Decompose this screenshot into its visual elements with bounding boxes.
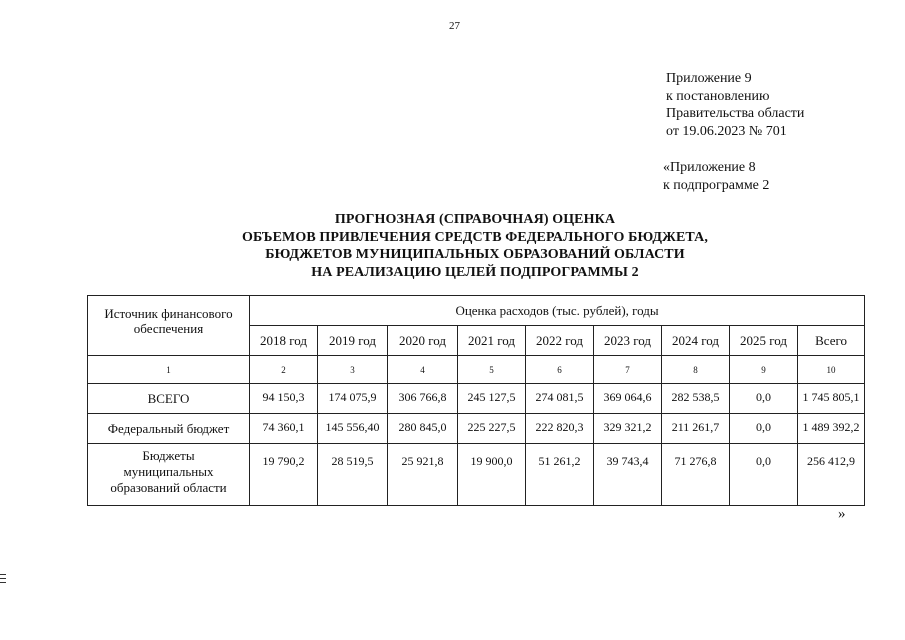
column-index: 6 <box>526 356 594 384</box>
value-cell-total: 1 489 392,2 <box>798 414 865 444</box>
year-header-2019: 2019 год <box>318 326 388 356</box>
title-line-3: БЮДЖЕТОВ МУНИЦИПАЛЬНЫХ ОБРАЗОВАНИЙ ОБЛАСТИ <box>265 247 685 262</box>
title-line-1: ПРОГНОЗНАЯ (СПРАВОЧНАЯ) ОЦЕНКА <box>334 212 616 227</box>
column-index: 10 <box>798 356 865 384</box>
column-index: 4 <box>388 356 458 384</box>
row-label-municipal-budgets <box>88 444 250 506</box>
document-title <box>90 211 860 281</box>
value-cell: 329 321,2 <box>594 414 662 444</box>
row-label-total: ВСЕГО <box>88 384 250 414</box>
value-cell: 25 921,8 <box>388 444 458 506</box>
value-cell: 74 360,1 <box>250 414 318 444</box>
value-cell: 274 081,5 <box>526 384 594 414</box>
column-index: 5 <box>458 356 526 384</box>
value-cell: 306 766,8 <box>388 384 458 414</box>
year-header-2020: 2020 год <box>388 326 458 356</box>
column-index: 2 <box>250 356 318 384</box>
row-label-line: образований области <box>110 480 227 495</box>
value-cell: 282 538,5 <box>662 384 730 414</box>
estimate-column-header: Оценка расходов (тыс. рублей), годы <box>250 296 865 326</box>
page-number: 27 <box>449 20 460 32</box>
value-cell: 19 900,0 <box>458 444 526 506</box>
value-cell: 39 743,4 <box>594 444 662 506</box>
value-cell: 211 261,7 <box>662 414 730 444</box>
value-cell: 225 227,5 <box>458 414 526 444</box>
margin-dash <box>0 574 6 575</box>
value-cell: 245 127,5 <box>458 384 526 414</box>
value-cell: 174 075,9 <box>318 384 388 414</box>
value-cell: 0,0 <box>730 384 798 414</box>
value-cell: 51 261,2 <box>526 444 594 506</box>
table-row-federal <box>88 414 865 444</box>
table-row-municipal <box>88 444 865 506</box>
value-cell: 0,0 <box>730 444 798 506</box>
value-cell: 71 276,8 <box>662 444 730 506</box>
quoted-appendix-line-2: к подпрограмме 2 <box>663 177 770 193</box>
column-index: 7 <box>594 356 662 384</box>
appendix-line-1: Приложение 9 <box>666 71 752 86</box>
title-line-4: НА РЕАЛИЗАЦИЮ ЦЕЛЕЙ ПОДПРОГРАММЫ 2 <box>311 264 639 280</box>
margin-dash <box>0 578 6 579</box>
row-label-line: муниципальных <box>123 464 214 479</box>
source-column-header: Источник финансового обеспечения <box>88 296 250 356</box>
value-cell: 28 519,5 <box>318 444 388 506</box>
value-cell: 145 556,40 <box>318 414 388 444</box>
row-label-line: Бюджеты <box>142 448 195 463</box>
title-line-2: ОБЪЕМОВ ПРИВЛЕЧЕНИЯ СРЕДСТВ ФЕДЕРАЛЬНОГО БЮДЖЕТА, <box>242 229 708 245</box>
column-index: 3 <box>318 356 388 384</box>
value-cell: 369 064,6 <box>594 384 662 414</box>
header-row-main <box>88 296 865 326</box>
value-cell-total: 1 745 805,1 <box>798 384 865 414</box>
quoted-appendix-line-1: «Приложение 8 <box>663 160 756 175</box>
closing-quote-mark: » <box>838 506 846 522</box>
appendix-line-4: от 19.06.2023 № 701 <box>666 123 787 139</box>
value-cell: 222 820,3 <box>526 414 594 444</box>
funding-estimate-table <box>87 295 865 506</box>
year-header-2024: 2024 год <box>662 326 730 356</box>
appendix-reference <box>666 70 804 140</box>
margin-dash <box>0 582 6 583</box>
value-cell: 94 150,3 <box>250 384 318 414</box>
total-header: Всего <box>798 326 865 356</box>
year-header-2021: 2021 год <box>458 326 526 356</box>
appendix-line-3: Правительства области <box>666 106 805 121</box>
year-header-2025: 2025 год <box>730 326 798 356</box>
value-cell-total: 256 412,9 <box>798 444 865 506</box>
scan-margin-mark <box>0 574 6 586</box>
column-index: 9 <box>730 356 798 384</box>
quoted-appendix-reference <box>663 159 769 194</box>
year-header-2018: 2018 год <box>250 326 318 356</box>
row-label-federal-budget: Федеральный бюджет <box>88 414 250 444</box>
value-cell: 19 790,2 <box>250 444 318 506</box>
column-index-row <box>88 356 865 384</box>
year-header-2023: 2023 год <box>594 326 662 356</box>
appendix-line-2: к постановлению <box>666 88 770 104</box>
column-index: 1 <box>88 356 250 384</box>
column-index: 8 <box>662 356 730 384</box>
year-header-2022: 2022 год <box>526 326 594 356</box>
value-cell: 280 845,0 <box>388 414 458 444</box>
table-row-total <box>88 384 865 414</box>
value-cell: 0,0 <box>730 414 798 444</box>
